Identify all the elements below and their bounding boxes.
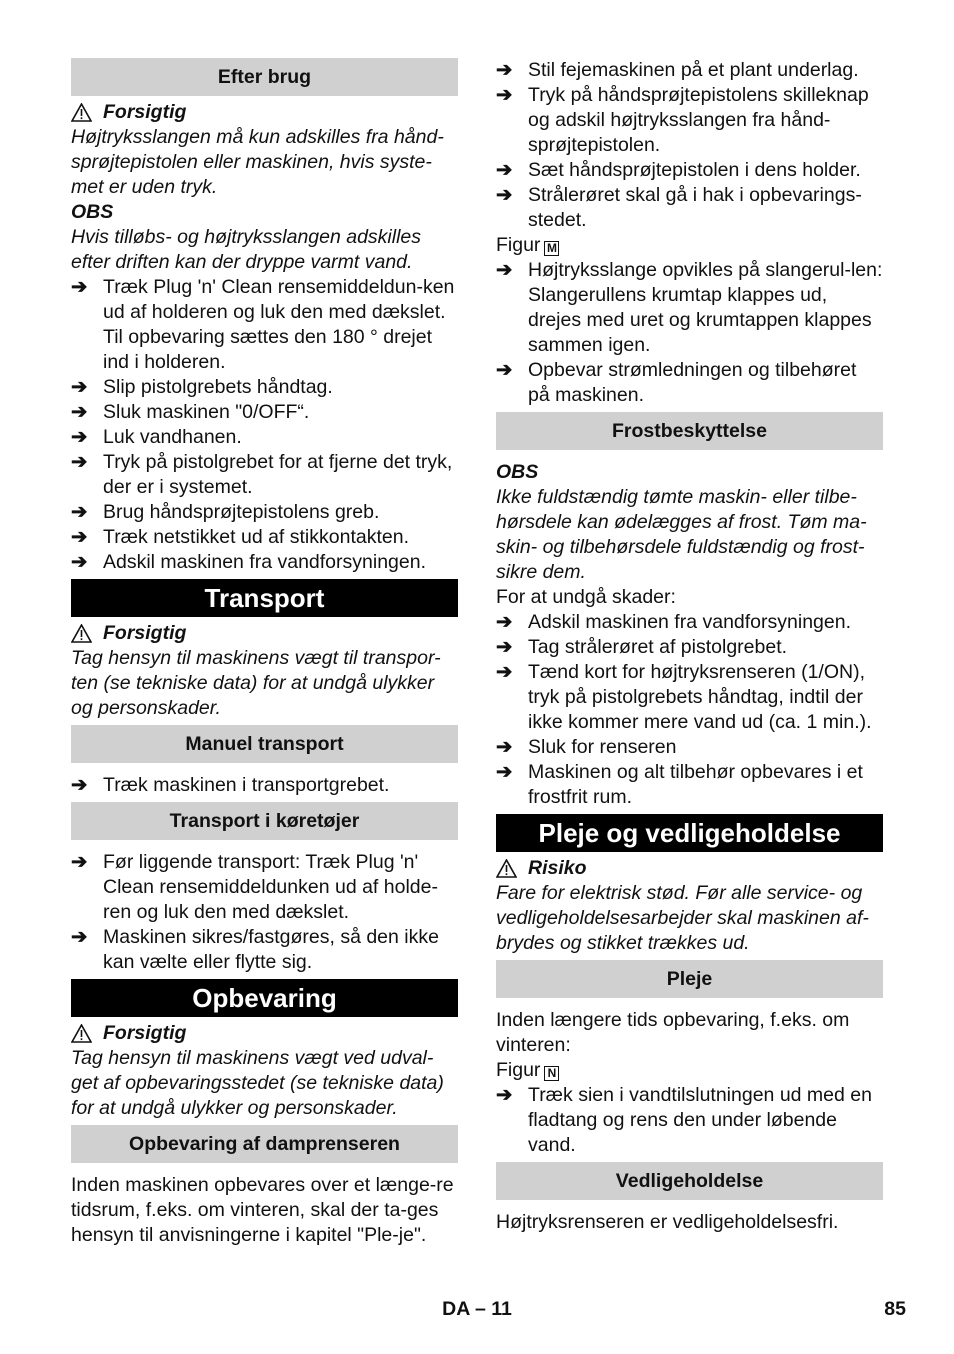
section-heading-care: Pleje og vedligeholdelse xyxy=(496,814,883,852)
arrow-right-icon: ➔ xyxy=(496,1084,513,1106)
figure-ref-n: Figur N xyxy=(496,1058,883,1083)
subheading-frost-protection: Frostbeskyttelse xyxy=(496,412,883,450)
step-text: Opbevar strømledningen og tilbehøret på maskinen. xyxy=(528,359,857,406)
figure-m-icon: M xyxy=(544,241,559,256)
note-text: Ikke fuldstændig tømte maskin- eller tilbe-hørsdele kan ødelægges af frost. Tøm ma-skin- og tilbehørsdele fuldstændig og frost-sikre dem. xyxy=(496,486,867,583)
step-item xyxy=(71,450,458,500)
subheading-vehicle-transport: Transport i køretøjer xyxy=(71,802,458,840)
step-text: Før liggende transport: Træk Plug 'n' Clean rensemiddeldunken ud af holde-ren og luk den med dækslet. xyxy=(103,851,438,923)
step-item xyxy=(71,550,458,575)
frost-steps xyxy=(496,610,883,810)
note-text: Hvis tilløbs- og højtryksslangen adskilles efter driften kan der dryppe varmt vand. xyxy=(71,226,422,273)
arrow-right-icon: ➔ xyxy=(71,426,88,448)
right-column xyxy=(496,58,883,1235)
step-text: Træk maskinen i transportgrebet. xyxy=(103,774,390,796)
step-item xyxy=(496,158,883,183)
step-text: Sæt håndsprøjtepistolen i dens holder. xyxy=(528,159,861,181)
step-text: Tryk på håndsprøjtepistolens skilleknap og adskil højtryksslangen fra hånd-sprøjtepistolen. xyxy=(528,84,869,156)
note-label: OBS xyxy=(496,461,539,483)
care-steps xyxy=(496,1083,883,1158)
step-text: Strålerøret skal gå i hak i opbevarings-stedet. xyxy=(528,184,862,231)
figure-ref-m: Figur M xyxy=(496,233,883,258)
step-text: Slip pistolgrebets håndtag. xyxy=(103,376,333,398)
warning-text: Tag hensyn til maskinens vægt ved udval-get af opbevaringsstedet (se tekniske data) for at undgå ulykker og personskader. xyxy=(71,1047,444,1119)
page-number: 85 xyxy=(884,1298,906,1320)
arrow-right-icon: ➔ xyxy=(71,451,88,473)
arrow-right-icon: ➔ xyxy=(496,84,513,106)
arrow-right-icon: ➔ xyxy=(496,59,513,81)
subheading-care: Pleje xyxy=(496,960,883,998)
step-text: Tag strålerøret af pistolgrebet. xyxy=(528,636,788,658)
vehicle-transport-steps xyxy=(71,850,458,975)
arrow-right-icon: ➔ xyxy=(71,501,88,523)
arrow-right-icon: ➔ xyxy=(496,761,513,783)
step-item xyxy=(496,183,883,233)
warning-text: Højtryksslangen må kun adskilles fra hånd-sprøjtepistolen eller maskinen, hvis syste-met er uden tryk. xyxy=(71,126,444,198)
arrow-right-icon: ➔ xyxy=(71,401,88,423)
step-item xyxy=(496,83,883,158)
step-text: Maskinen og alt tilbehør opbevares i et frostfrit rum. xyxy=(528,761,863,808)
page-footer-code: DA – 11 xyxy=(442,1298,512,1320)
arrow-right-icon: ➔ xyxy=(71,774,88,796)
warning-label: Forsigtig xyxy=(71,621,458,646)
risk-label: Risiko xyxy=(496,856,883,881)
arrow-right-icon: ➔ xyxy=(71,276,88,298)
warning-label: Forsigtig xyxy=(71,100,458,125)
arrow-right-icon: ➔ xyxy=(71,551,88,573)
step-item xyxy=(71,275,458,375)
arrow-right-icon: ➔ xyxy=(71,851,88,873)
step-item xyxy=(71,925,458,975)
step-text: Højtryksslange opvikles på slangerul-len: Slangerullens krumtap klappes ud, drejes med uret og krumtappen klappes sammen igen. xyxy=(528,259,883,356)
section-heading-transport: Transport xyxy=(71,579,458,617)
figure-n-icon: N xyxy=(544,1066,559,1081)
subheading-storage-steam-cleaner: Opbevaring af damprenseren xyxy=(71,1125,458,1163)
storage-steps-hose xyxy=(496,258,883,408)
step-item xyxy=(496,660,883,735)
step-item xyxy=(71,773,458,798)
step-text: Træk Plug 'n' Clean rensemiddeldun-ken ud af holderen og luk den med dækslet. Til opbevaring sættes den 180 ° drejet ind i holderen. xyxy=(103,276,455,373)
warning-triangle-icon xyxy=(71,1024,92,1043)
risk-text: Fare for elektrisk stød. Før alle service- og vedligeholdelsesarbejder skal maskinen af-brydes og stikket trækkes ud. xyxy=(496,882,869,954)
arrow-right-icon: ➔ xyxy=(496,259,513,281)
maintenance-text: Højtryksrenseren er vedligeholdelsesfri. xyxy=(496,1211,839,1233)
step-item xyxy=(496,735,883,760)
arrow-right-icon: ➔ xyxy=(496,636,513,658)
step-text: Træk sien i vandtilslutningen ud med en fladtang og rens den under løbende vand. xyxy=(528,1084,872,1156)
step-item xyxy=(71,850,458,925)
step-text: Tænd kort for højtryksrenseren (1/ON), tryk på pistolgrebets håndtag, indtil der ikke kommer mere vand ud (ca. 1 min.). xyxy=(528,661,872,733)
warning-triangle-icon xyxy=(71,624,92,643)
step-text: Adskil maskinen fra vandforsyningen. xyxy=(528,611,851,633)
storage-text: Inden maskinen opbevares over et længe-re tidsrum, f.eks. om vinteren, skal der ta-ges hensyn til anvisningerne i kapitel "Ple-je". xyxy=(71,1174,454,1246)
step-item xyxy=(71,375,458,400)
manual-transport-steps xyxy=(71,773,458,798)
warning-label: Forsigtig xyxy=(71,1021,458,1046)
left-column xyxy=(71,58,458,1248)
arrow-right-icon: ➔ xyxy=(71,376,88,398)
after-use-steps xyxy=(71,275,458,575)
care-text: Inden længere tids opbevaring, f.eks. om vinteren: xyxy=(496,1009,850,1056)
step-text: Adskil maskinen fra vandforsyningen. xyxy=(103,551,426,573)
step-item xyxy=(496,58,883,83)
step-item xyxy=(496,635,883,660)
step-item xyxy=(496,358,883,408)
frost-intro: For at undgå skader: xyxy=(496,586,676,608)
warning-triangle-icon xyxy=(71,103,92,122)
storage-steps xyxy=(496,58,883,233)
step-text: Sluk maskinen "0/OFF“. xyxy=(103,401,310,423)
arrow-right-icon: ➔ xyxy=(496,611,513,633)
step-item xyxy=(71,425,458,450)
arrow-right-icon: ➔ xyxy=(496,661,513,683)
section-heading-after-use: Efter brug xyxy=(71,58,458,96)
step-text: Træk netstikket ud af stikkontakten. xyxy=(103,526,409,548)
step-text: Sluk for renseren xyxy=(528,736,677,758)
step-text: Maskinen sikres/fastgøres, så den ikke kan vælte eller flytte sig. xyxy=(103,926,439,973)
warning-text: Tag hensyn til maskinens vægt til transpor-ten (se tekniske data) for at undgå ulykker og personskader. xyxy=(71,647,441,719)
note-label: OBS xyxy=(71,201,114,223)
subheading-maintenance: Vedligeholdelse xyxy=(496,1162,883,1200)
step-text: Tryk på pistolgrebet for at fjerne det tryk, der er i systemet. xyxy=(103,451,453,498)
step-item xyxy=(71,525,458,550)
step-text: Brug håndsprøjtepistolens greb. xyxy=(103,501,380,523)
step-item xyxy=(496,258,883,358)
arrow-right-icon: ➔ xyxy=(496,736,513,758)
step-item xyxy=(496,760,883,810)
step-item xyxy=(71,400,458,425)
step-item xyxy=(71,500,458,525)
step-item xyxy=(496,610,883,635)
arrow-right-icon: ➔ xyxy=(71,926,88,948)
step-item xyxy=(496,1083,883,1158)
subheading-manual-transport: Manuel transport xyxy=(71,725,458,763)
section-heading-storage: Opbevaring xyxy=(71,979,458,1017)
arrow-right-icon: ➔ xyxy=(496,359,513,381)
warning-triangle-icon xyxy=(496,859,517,878)
arrow-right-icon: ➔ xyxy=(496,159,513,181)
step-text: Luk vandhanen. xyxy=(103,426,242,448)
arrow-right-icon: ➔ xyxy=(496,184,513,206)
arrow-right-icon: ➔ xyxy=(71,526,88,548)
step-text: Stil fejemaskinen på et plant underlag. xyxy=(528,59,859,81)
